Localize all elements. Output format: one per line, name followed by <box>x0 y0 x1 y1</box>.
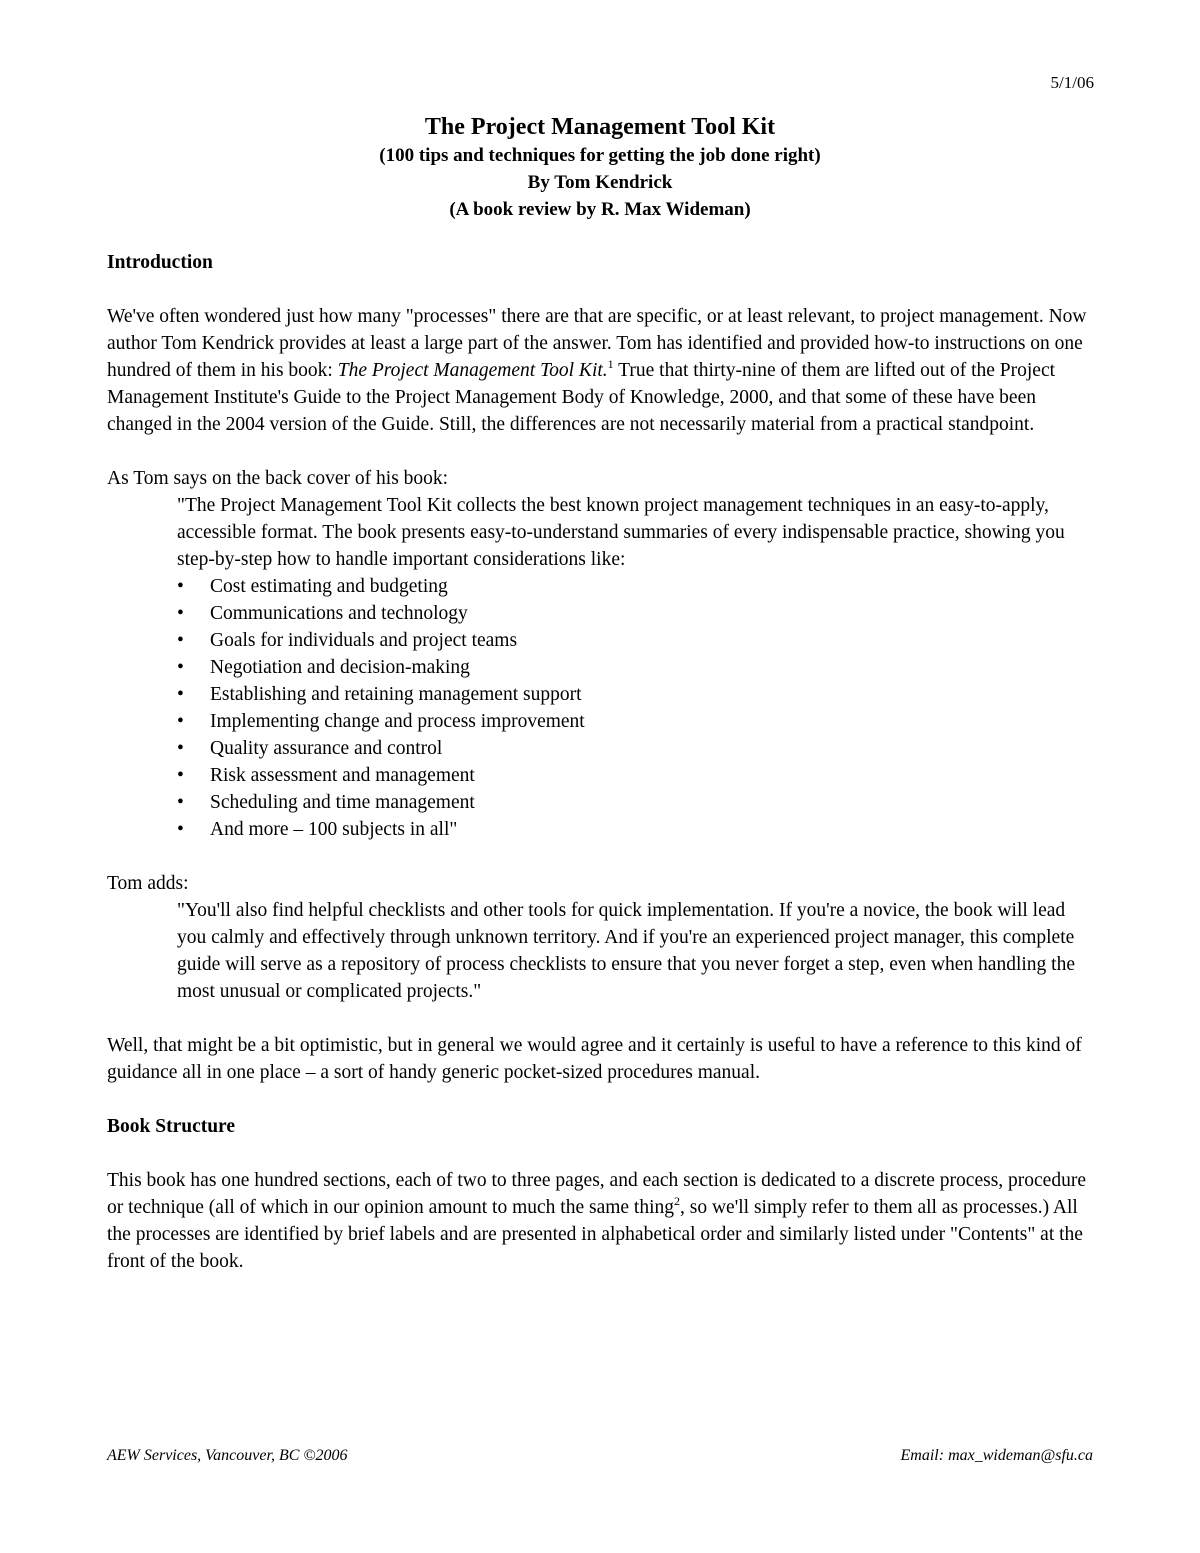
structure-paragraph-1: This book has one hundred sections, each of two to three pages, and each section is dedicated to a discrete process, procedure or technique (all of which in our opinion amount to much the same thing$^2$, so we'll simply refer to them all as processes.) All the processes are identified by brief labels and are presented in alphabetical order and similarly listed under "Contents" at the front of the book. <box>107 1170 1086 1272</box>
back-cover-quote: "The Project Management Tool Kit collects the best known project management techniques in an easy-to-apply, accessible format. The book presents easy-to-understand summaries of every indispensable practice, showing you step-by-step how to handle important considerations like: <box>177 495 1065 570</box>
footer-publisher: AEW Services, Vancouver, BC ©2006 <box>107 1447 348 1464</box>
footnote-ref-2[interactable]: 2 <box>674 1194 681 1208</box>
intro-paragraph-4: Well, that might be a bit optimistic, but in general we would agree and it certainly is useful to have a reference to this kind of guidance all in one place – a sort of handy generic pocket-sized procedures manual. <box>107 1035 1082 1083</box>
author-quote: "You'll also find helpful checklists and other tools for quick implementation. If you're a novice, the book will lead you calmly and effectively through unknown territory. And if you're an experienced project manager, this complete guide will serve as a repository of process checklists to ensure that you never forget a step, even when handling the most unusual or complicated projects." <box>177 900 1075 1002</box>
document-date: 5/1/06 <box>1050 73 1094 92</box>
page-footer <box>107 1447 1093 1465</box>
list-item: • Cost estimating and budgeting <box>210 573 1097 600</box>
list-item: • Goals for individuals and project teams <box>210 627 1097 654</box>
document-subtitle: (100 tips and techniques for getting the job done right) <box>379 145 821 166</box>
intro-paragraph-2: As Tom says on the back cover of his book: <box>107 468 449 489</box>
list-item: • Scheduling and time management <box>210 789 1097 816</box>
document-body <box>107 249 1097 1275</box>
section-heading-introduction: Introduction <box>107 252 213 273</box>
list-item: • Communications and technology <box>210 600 1097 627</box>
intro-paragraph-3: Tom adds: <box>107 873 189 894</box>
list-item: • Quality assurance and control <box>210 735 1097 762</box>
document-author: By Tom Kendrick <box>527 172 673 193</box>
section-heading-book-structure: Book Structure <box>107 1116 236 1137</box>
footer-email[interactable]: Email: max_wideman@sfu.ca <box>900 1447 1093 1464</box>
list-item: • Risk assessment and management <box>210 762 1097 789</box>
list-item: • And more – 100 subjects in all" <box>210 816 1097 843</box>
list-item: • Establishing and retaining management support <box>210 681 1097 708</box>
title-block <box>0 112 1200 223</box>
considerations-list <box>107 573 1097 843</box>
review-byline: (A book review by R. Max Wideman) <box>449 199 751 220</box>
list-item: • Negotiation and decision-making <box>210 654 1097 681</box>
intro-paragraph-1: We've often wondered just how many "processes" there are that are specific, or at least relevant, to project management. Now author Tom Kendrick provides at least a large part of the answer. Tom has identified and provided how-to instructions on one hundred of them in his book: The Project Management Tool Kit.$^1$ True that thirty-nine of them are lifted out of the Project Management Institute's Guide to the Project Management Body of Knowledge, 2000, and that some of these have been changed in the 2004 version of the Guide. Still, the differences are not necessarily material from a practical standpoint. <box>107 306 1087 435</box>
document-title: The Project Management Tool Kit <box>424 114 776 140</box>
book-title: The Project Management Tool Kit. <box>337 360 608 381</box>
footnote-ref-1[interactable]: 1 <box>607 357 614 371</box>
list-item: • Implementing change and process improvement <box>210 708 1097 735</box>
